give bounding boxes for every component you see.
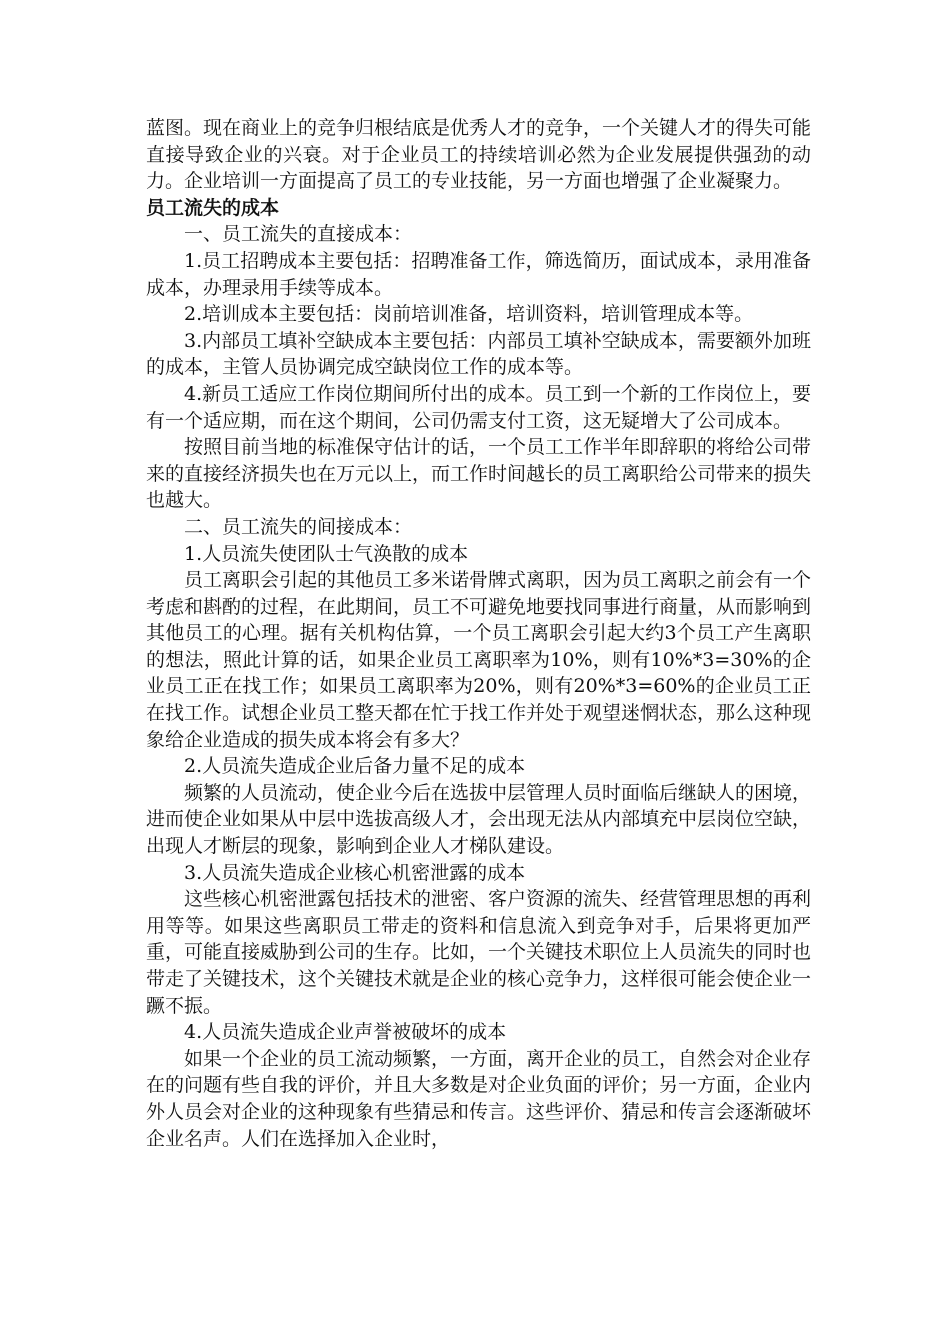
paragraph-morale-cost: 员工离职会引起的其他员工多米诺骨牌式离职，因为员工离职之前会有一个考虑和斟酌的过程，在此期间，员工不可避免地要找同事进行商量，从而影响到其他员工的心理。据有关机构估算，一个员工离职会引起大约3个员工产生离职的想法，照此计算的话，如果企业员工离职率为10%，则有10%*3=30%的企业员工正在找工作；如果员工离职率为20%，则有20%*3=60%的企业员工正在找工作。试想企业员工整天都在忙于找工作并处于观望迷惘状态，那么这种现象给企业造成的损失成本将会有多大？ (146, 569, 812, 751)
item-reserve-cost: 2.人员流失造成企业后备力量不足的成本 (184, 755, 526, 778)
paragraph-adaptation-cost: 4.新员工适应工作岗位期间所付出的成本。员工到一个新的工作岗位上，要有一个适应期，而在这个期间，公司仍需支付工资，这无疑增大了公司成本。 (146, 382, 811, 432)
section-heading: 员工流失的成本 (146, 196, 280, 219)
paragraph-vacancy-cost: 3.内部员工填补空缺成本主要包括：内部员工填补空缺成本，需要额外加班的成本，主管人员协调完成空缺岗位工作的成本等。 (146, 329, 811, 379)
paragraph-reputation-cost: 如果一个企业的员工流动频繁，一方面，离开企业的员工，自然会对企业存在的问题有些自我的评价，并且大多数是对企业负面的评价；另一方面，企业内外人员会对企业的这种现象有些猜忌和传言。这些评价、猜忌和传言会逐渐破坏企业名声。人们在选择加入企业时， (146, 1047, 812, 1150)
subheading-direct-cost: 一、员工流失的直接成本： (184, 223, 413, 246)
intro-paragraph: 蓝图。现在商业上的竞争归根结底是优秀人才的竞争，一个关键人才的得失可能直接导致企业的兴衰。对于企业员工的持续培训必然为企业发展提供强劲的动力。企业培训一方面提高了员工的专业技能，另一方面也增强了企业凝聚力。 (146, 117, 812, 193)
document-page (146, 115, 811, 1152)
paragraph-direct-loss-estimate: 按照目前当地的标准保守估计的话，一个员工工作半年即辞职的将给公司带来的直接经济损失也在万元以上，而工作时间越长的员工离职给公司带来的损失也越大。 (146, 436, 812, 512)
item-morale-cost: 1.人员流失使团队士气涣散的成本 (184, 542, 469, 565)
paragraph-reserve-cost: 频繁的人员流动，使企业今后在选拔中层管理人员时面临后继缺人的困境，进而使企业如果从中层中选拔高级人才，会出现无法从内部填充中层岗位空缺，出现人才断层的现象，影响到企业人才梯队建设。 (146, 781, 812, 858)
paragraph-recruitment-cost: 1.员工招聘成本主要包括：招聘准备工作，筛选简历，面试成本，录用准备成本，办理录用手续等成本。 (146, 249, 811, 299)
subheading-indirect-cost: 二、员工流失的间接成本： (184, 515, 413, 538)
paragraph-training-cost: 2.培训成本主要包括：岗前培训准备，培训资料，培训管理成本等。 (184, 303, 754, 326)
item-reputation-cost: 4.人员流失造成企业声誉被破坏的成本 (184, 1021, 507, 1044)
item-secret-leak-cost: 3.人员流失造成企业核心机密泄露的成本 (184, 861, 526, 884)
paragraph-secret-leak-cost: 这些核心机密泄露包括技术的泄密、客户资源的流失、经营管理思想的再利用等等。如果这些离职员工带走的资料和信息流入到竞争对手，后果将更加严重，可能直接威胁到公司的生存。比如，一个关键技术职位上人员流失的同时也带走了关键技术，这个关键技术就是企业的核心竞争力，这样很可能会使企业一蹶不振。 (146, 888, 812, 1017)
